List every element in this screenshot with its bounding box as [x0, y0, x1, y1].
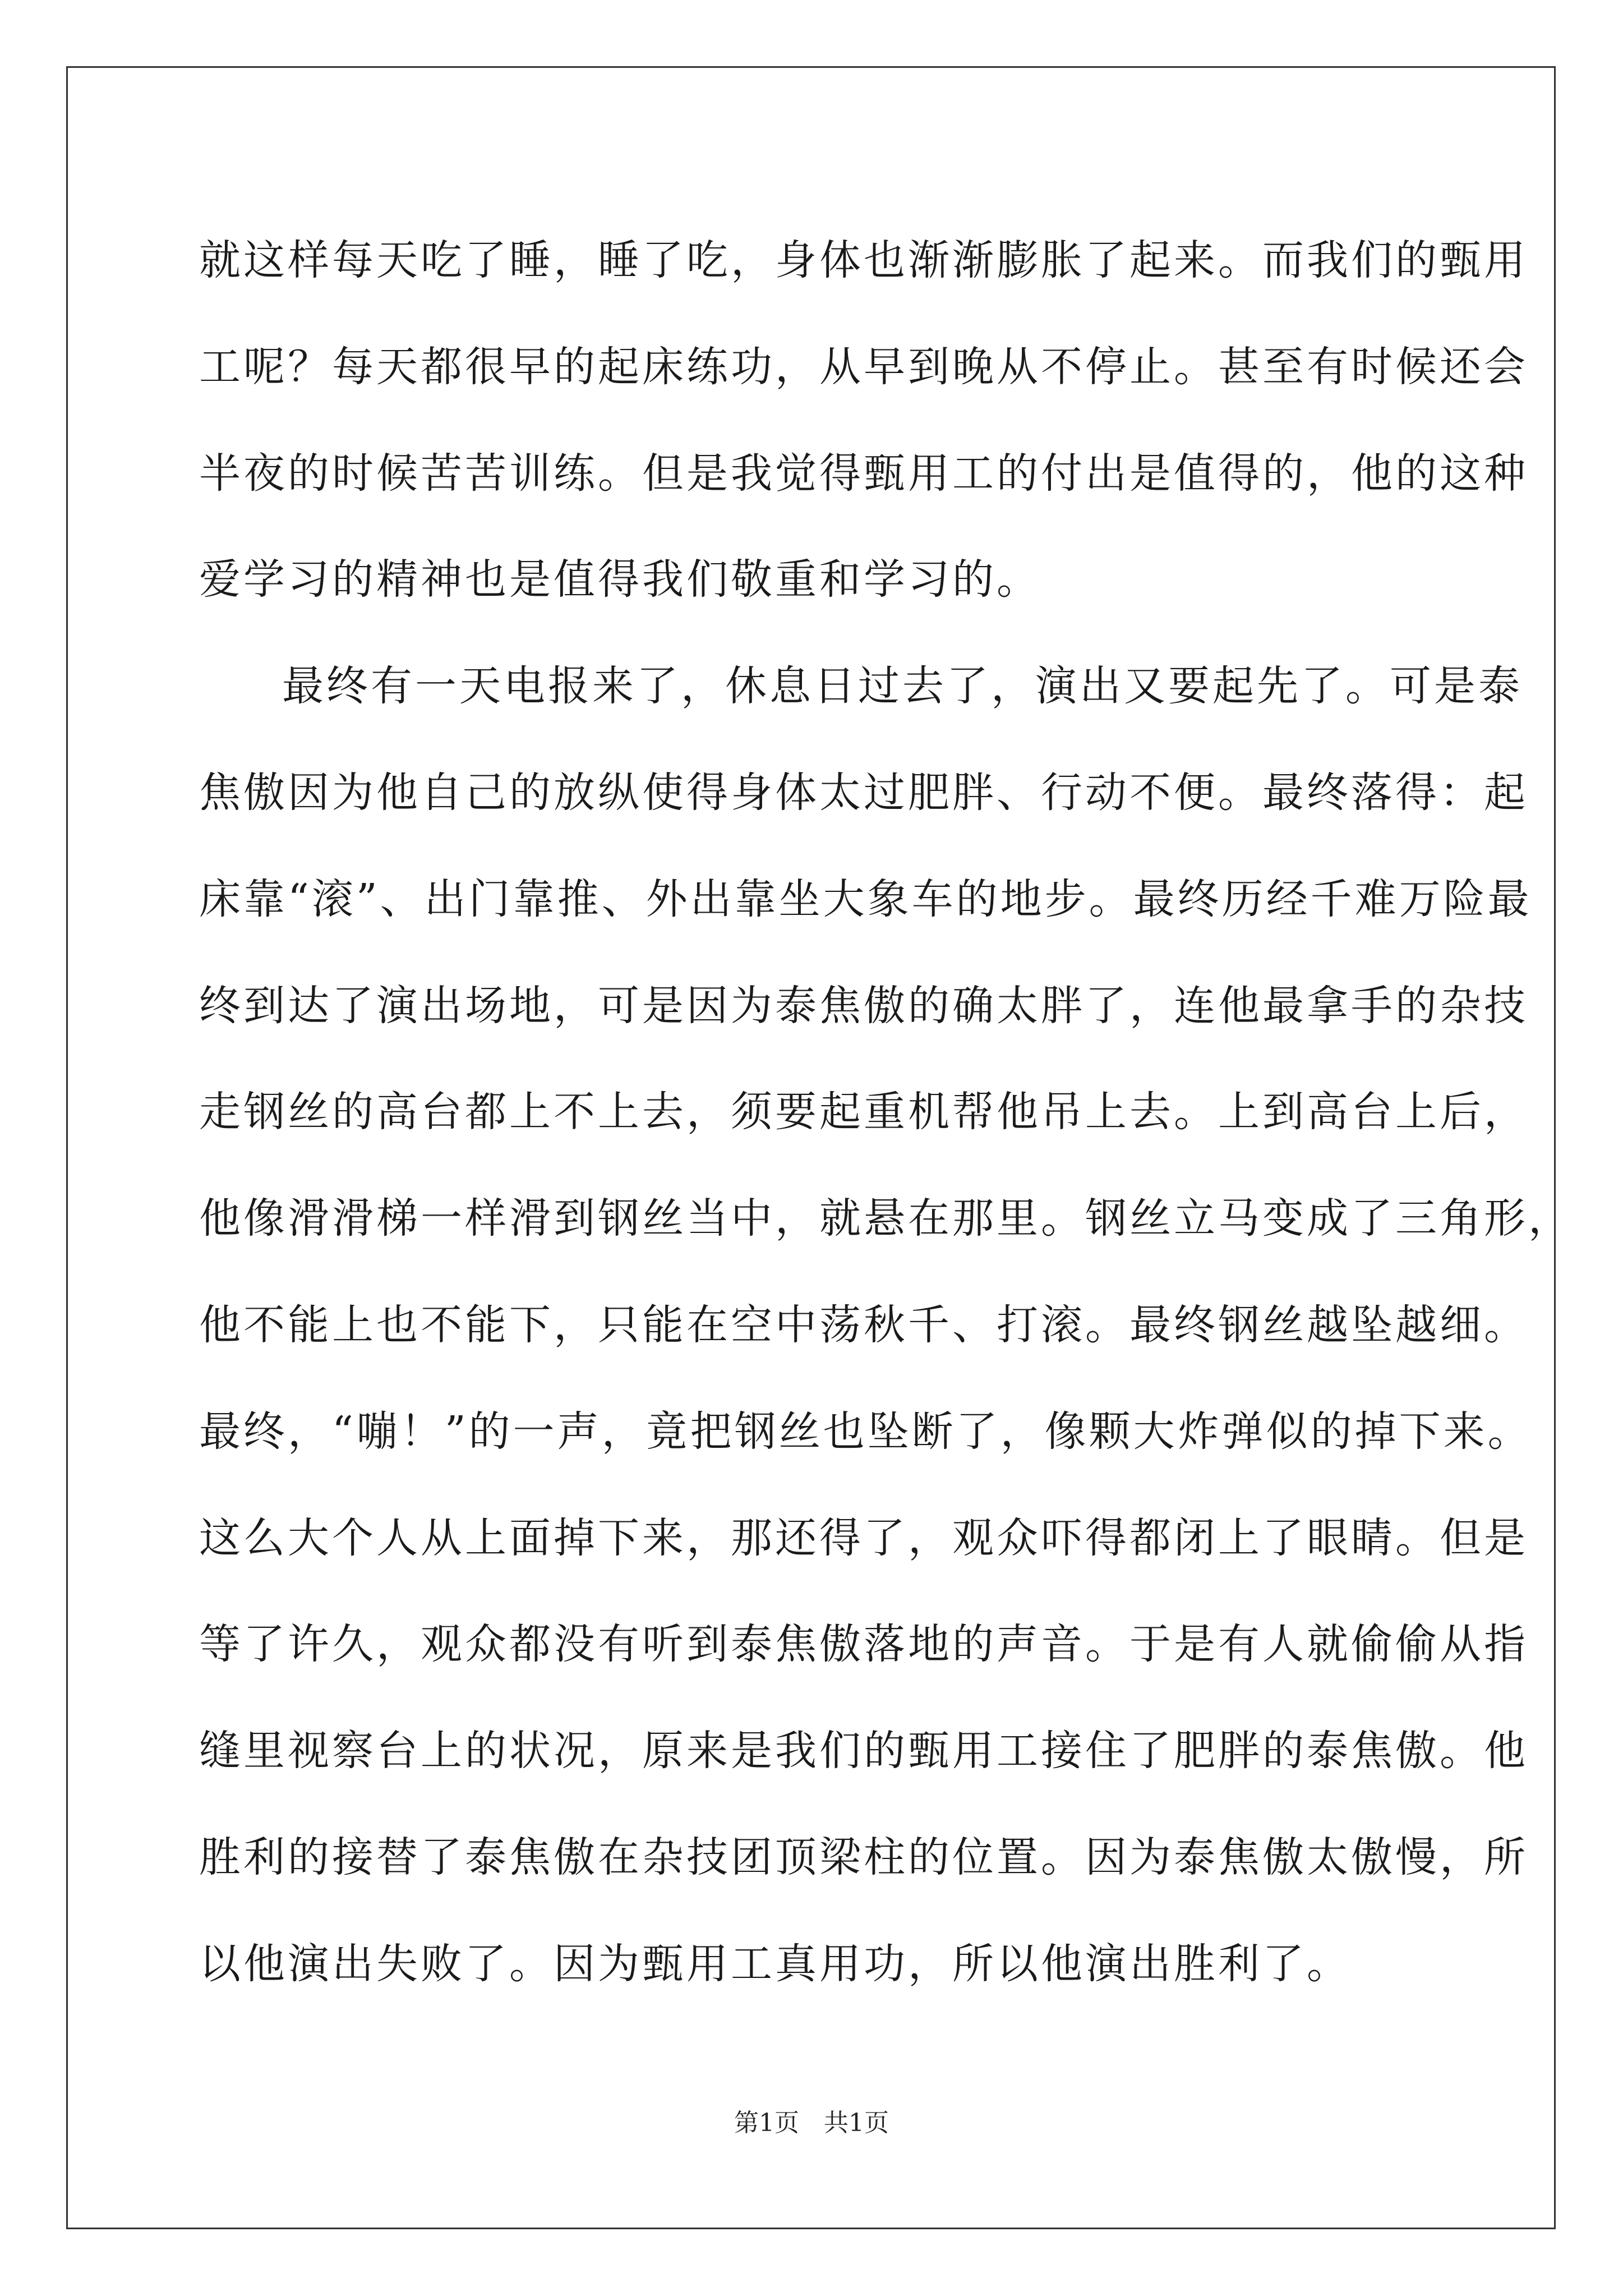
text-line: 以他演出失败了。因为甄用工真用功，所以他演出胜利了。 — [199, 1939, 1351, 1988]
text-line: 床靠“滚”、出门靠推、外出靠坐大象车的地步。最终历经千难万险最 — [199, 875, 1532, 923]
text-line: 半夜的时候苦苦训练。但是我觉得甄用工的付出是值得的，他的这种 — [199, 449, 1528, 498]
text-line: 走钢丝的高台都上不上去，须要起重机帮他吊上去。上到高台上后， — [199, 1088, 1528, 1137]
paragraph-start-line: 最终有一天电报来了，休息日过去了，演出又要起先了。可是泰 — [282, 662, 1523, 711]
text-line: 就这样每天吃了睡，睡了吃，身体也渐渐膨胀了起来。而我们的甄用 — [199, 236, 1528, 284]
page-number-current: 第1页 — [734, 2109, 799, 2137]
text-line: 终到达了演出场地，可是因为泰焦傲的确太胖了，连他最拿手的杂技 — [199, 981, 1528, 1030]
page-number-total: 共1页 — [824, 2109, 889, 2137]
text-line: 爱学习的精神也是值得我们敬重和学习的。 — [199, 555, 1041, 604]
text-line: 最终，“嘣！”的一声，竟把钢丝也坠断了，像颗大炸弹似的掉下来。 — [199, 1407, 1532, 1456]
text-line: 他像滑滑梯一样滑到钢丝当中，就悬在那里。钢丝立马变成了三角形， — [199, 1194, 1573, 1243]
text-line: 工呢？每天都很早的起床练功，从早到晚从不停止。甚至有时候还会 — [199, 342, 1528, 391]
text-line: 他不能上也不能下，只能在空中荡秋千、打滚。最终钢丝越坠越细。 — [199, 1300, 1528, 1349]
text-line: 这么大个人从上面掉下来，那还得了，观众吓得都闭上了眼睛。但是 — [199, 1513, 1528, 1562]
document-body — [199, 208, 1573, 2018]
page-footer — [0, 2102, 1623, 2138]
text-line: 胜利的接替了泰焦傲在杂技团顶梁柱的位置。因为泰焦傲太傲慢，所 — [199, 1833, 1528, 1881]
text-line: 缝里视察台上的状况，原来是我们的甄用工接住了肥胖的泰焦傲。他 — [199, 1727, 1528, 1775]
text-line: 等了许久，观众都没有听到泰焦傲落地的声音。于是有人就偷偷从指 — [199, 1620, 1528, 1669]
text-line: 焦傲因为他自己的放纵使得身体太过肥胖、行动不便。最终落得：起 — [199, 768, 1528, 817]
